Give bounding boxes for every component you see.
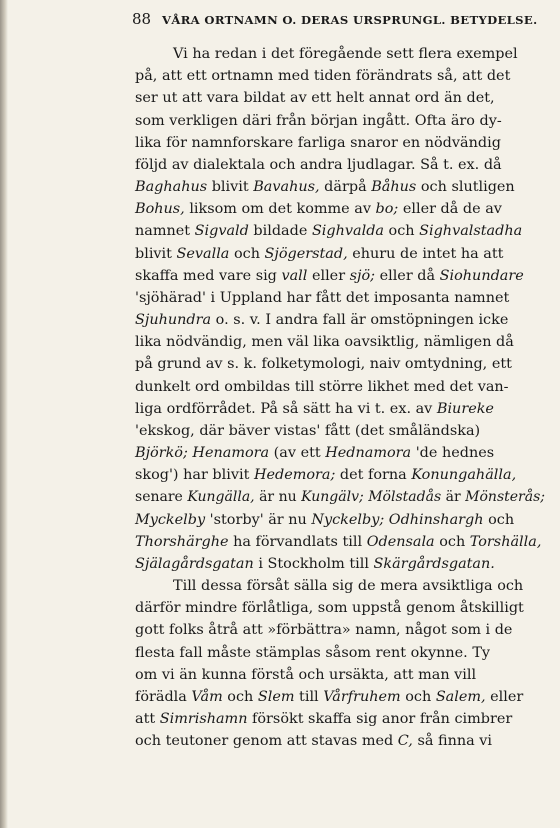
text-line [135,309,545,331]
italic-place-name: Sighvalda [311,223,384,240]
text-line [135,154,545,176]
italic-place-name: Sevalla [176,245,230,262]
text-line [135,575,545,597]
running-title: VÅRA ORTNAMN O. DERAS URSPRUNGL. BETYDELSE. [162,13,538,27]
text-segment: gott folks åtrå att »förbättra» namn, något som i de [135,622,513,639]
italic-place-name: Simrishamn [159,711,248,728]
italic-place-name: Mönsterås; [465,489,546,506]
text-segment: ser ut att vara bildat av ett helt annat ord än det, [135,90,495,107]
text-segment: följd av dialektala och andra ljudlagar. Så t. ex. då [135,156,502,173]
text-segment: är [441,489,466,506]
text-line [135,353,545,375]
text-line [135,132,545,154]
text-line [135,442,545,464]
text-segment: (av ett [269,445,326,462]
text-segment: lika för namnforskare farliga snaror en nödvändig [135,134,501,151]
italic-place-name: Baghahus [135,179,208,196]
italic-place-name: Båhus [371,179,417,196]
text-line [135,597,545,619]
text-line [135,664,545,686]
text-segment: senare [135,489,188,506]
italic-place-name: Myckelby [135,511,206,528]
text-segment: försökt skaffa sig anor från cimbrer [247,711,513,728]
page-header [132,10,544,32]
text-line [135,287,545,309]
text-segment: ehuru de intet ha att [347,245,504,262]
italic-place-name: Salem, [435,688,486,705]
italic-place-name: Skärgårdsgatan. [373,555,495,572]
italic-place-name: Sighvalstadha [419,223,523,240]
text-segment: eller då [375,267,440,284]
text-line [135,87,545,109]
text-segment: namnet [135,223,195,240]
text-segment: att [135,711,160,728]
text-segment: eller [307,267,350,284]
text-segment: och slutligen [416,179,515,196]
italic-place-name: Siohundare [439,267,524,284]
text-line [135,553,545,575]
text-segment: ha förvandlats till [228,533,367,550]
text-segment: 'de hednes [411,445,495,462]
text-segment: det forna [335,467,412,484]
text-line [135,464,545,486]
italic-place-name: Bohus, [135,201,185,218]
text-segment: Vi ha redan i det föregående sett flera exempel [173,46,518,62]
text-segment: skaffa med vare sig [135,267,282,284]
italic-place-name: Biureke [436,400,494,417]
text-segment: är nu [254,489,302,506]
body-text [135,43,545,753]
italic-place-name: Slem [257,688,295,705]
text-segment: eller då de av [398,201,502,218]
text-line [135,331,545,353]
text-segment: därför mindre förlåtliga, som uppstå genom åtskilligt [135,600,524,617]
text-segment: och [222,688,258,705]
text-segment: och [383,223,420,240]
text-segment: och teutoner genom att stavas med [135,733,398,750]
text-segment: 'sjöhärad' i Uppland har fått det imposanta namnet [135,289,510,306]
italic-place-name: Själagårdsgatan [135,555,254,572]
text-line [135,176,545,198]
book-spine-shadow [0,0,8,828]
text-segment: eller [485,688,524,705]
text-line [135,730,545,752]
text-line [135,398,545,420]
text-segment: och [483,511,515,528]
text-segment: och [434,533,470,550]
text-line [135,110,545,132]
text-segment: liga ordförrådet. På så sätt ha vi t. ex. av [135,400,437,417]
italic-place-name: Nyckelby; [311,511,385,528]
text-segment: som verkligen däri från början ingått. Ofta äro dy- [135,112,502,129]
text-line [135,686,545,708]
text-segment: liksom om det komme av [184,201,376,218]
text-segment: till [294,688,324,705]
text-segment: 'ekskog, där bäver vistas' fått (det småländska) [135,422,481,439]
text-line [135,531,545,553]
italic-place-name: Bavahus, [253,179,320,196]
text-segment: dunkelt ord ombildas till större likhet med det van- [135,378,509,395]
italic-place-name: Henamora [192,445,270,462]
text-segment: bildade [248,223,312,240]
text-segment: 'storby' är nu [205,511,312,528]
italic-place-name: sjö; [349,267,376,284]
text-segment: skog') har blivit [135,467,254,484]
italic-place-name: Hedemora; [253,467,336,484]
text-segment: och [229,245,265,262]
text-segment: på grund av s. k. folketymologi, naiv omtydning, ett [135,356,512,373]
italic-place-name: Kungälla, [187,489,255,506]
text-line [135,243,545,265]
italic-place-name: Björkö; [135,445,188,462]
italic-place-name: Hednamora [325,445,412,462]
text-segment: förädla [135,688,192,705]
text-segment: i Stockholm till [253,555,374,572]
text-line [135,198,545,220]
italic-place-name: Odhinshargh [388,511,484,528]
text-segment: Till dessa försåt sälla sig de mera avsiktliga och [173,578,524,595]
text-line [135,220,545,242]
text-segment: och [400,688,436,705]
italic-place-name: Sigvald [194,223,249,240]
italic-place-name: bo; [375,201,399,218]
italic-place-name: vall [281,267,308,284]
text-line [135,65,545,87]
text-segment: blivit [135,245,177,262]
text-segment: om vi än kunna förstå och ursäkta, att man vill [135,666,477,683]
text-segment: flesta fall måste stämplas såsom rent okynne. Ty [135,644,491,661]
text-segment: lika nödvändig, men väl lika oavsiktlig, nämligen då [135,334,514,351]
italic-place-name: Sjuhundra [135,312,212,329]
text-line [135,619,545,641]
italic-place-name: Torshälla, [469,533,542,550]
italic-place-name: Sjögerstad, [264,245,348,262]
italic-place-name: Mölstadås [368,489,442,506]
italic-place-name: Våm [191,688,223,705]
text-segment: så finna vi [412,733,493,750]
text-line [135,642,545,664]
text-line [135,486,545,508]
page-number: 88 [132,10,152,28]
text-segment: o. s. v. I andra fall är omstöpningen icke [211,312,509,329]
text-line [135,376,545,398]
text-segment: blivit [207,179,254,196]
italic-place-name: Thorshärghe [135,533,229,550]
text-segment: därpå [319,179,372,196]
italic-place-name: Kungälv; [301,489,364,506]
text-line [135,43,545,65]
text-line [135,708,545,730]
italic-place-name: Konungahälla, [411,467,517,484]
text-line [135,509,545,531]
italic-place-name: Vårfruhem [323,688,401,705]
italic-place-name: Odensala [366,533,435,550]
text-segment: på, att ett ortnamn med tiden förändrats så, att det [135,68,511,85]
italic-place-name: C, [397,733,413,750]
text-line [135,265,545,287]
text-line [135,420,545,442]
